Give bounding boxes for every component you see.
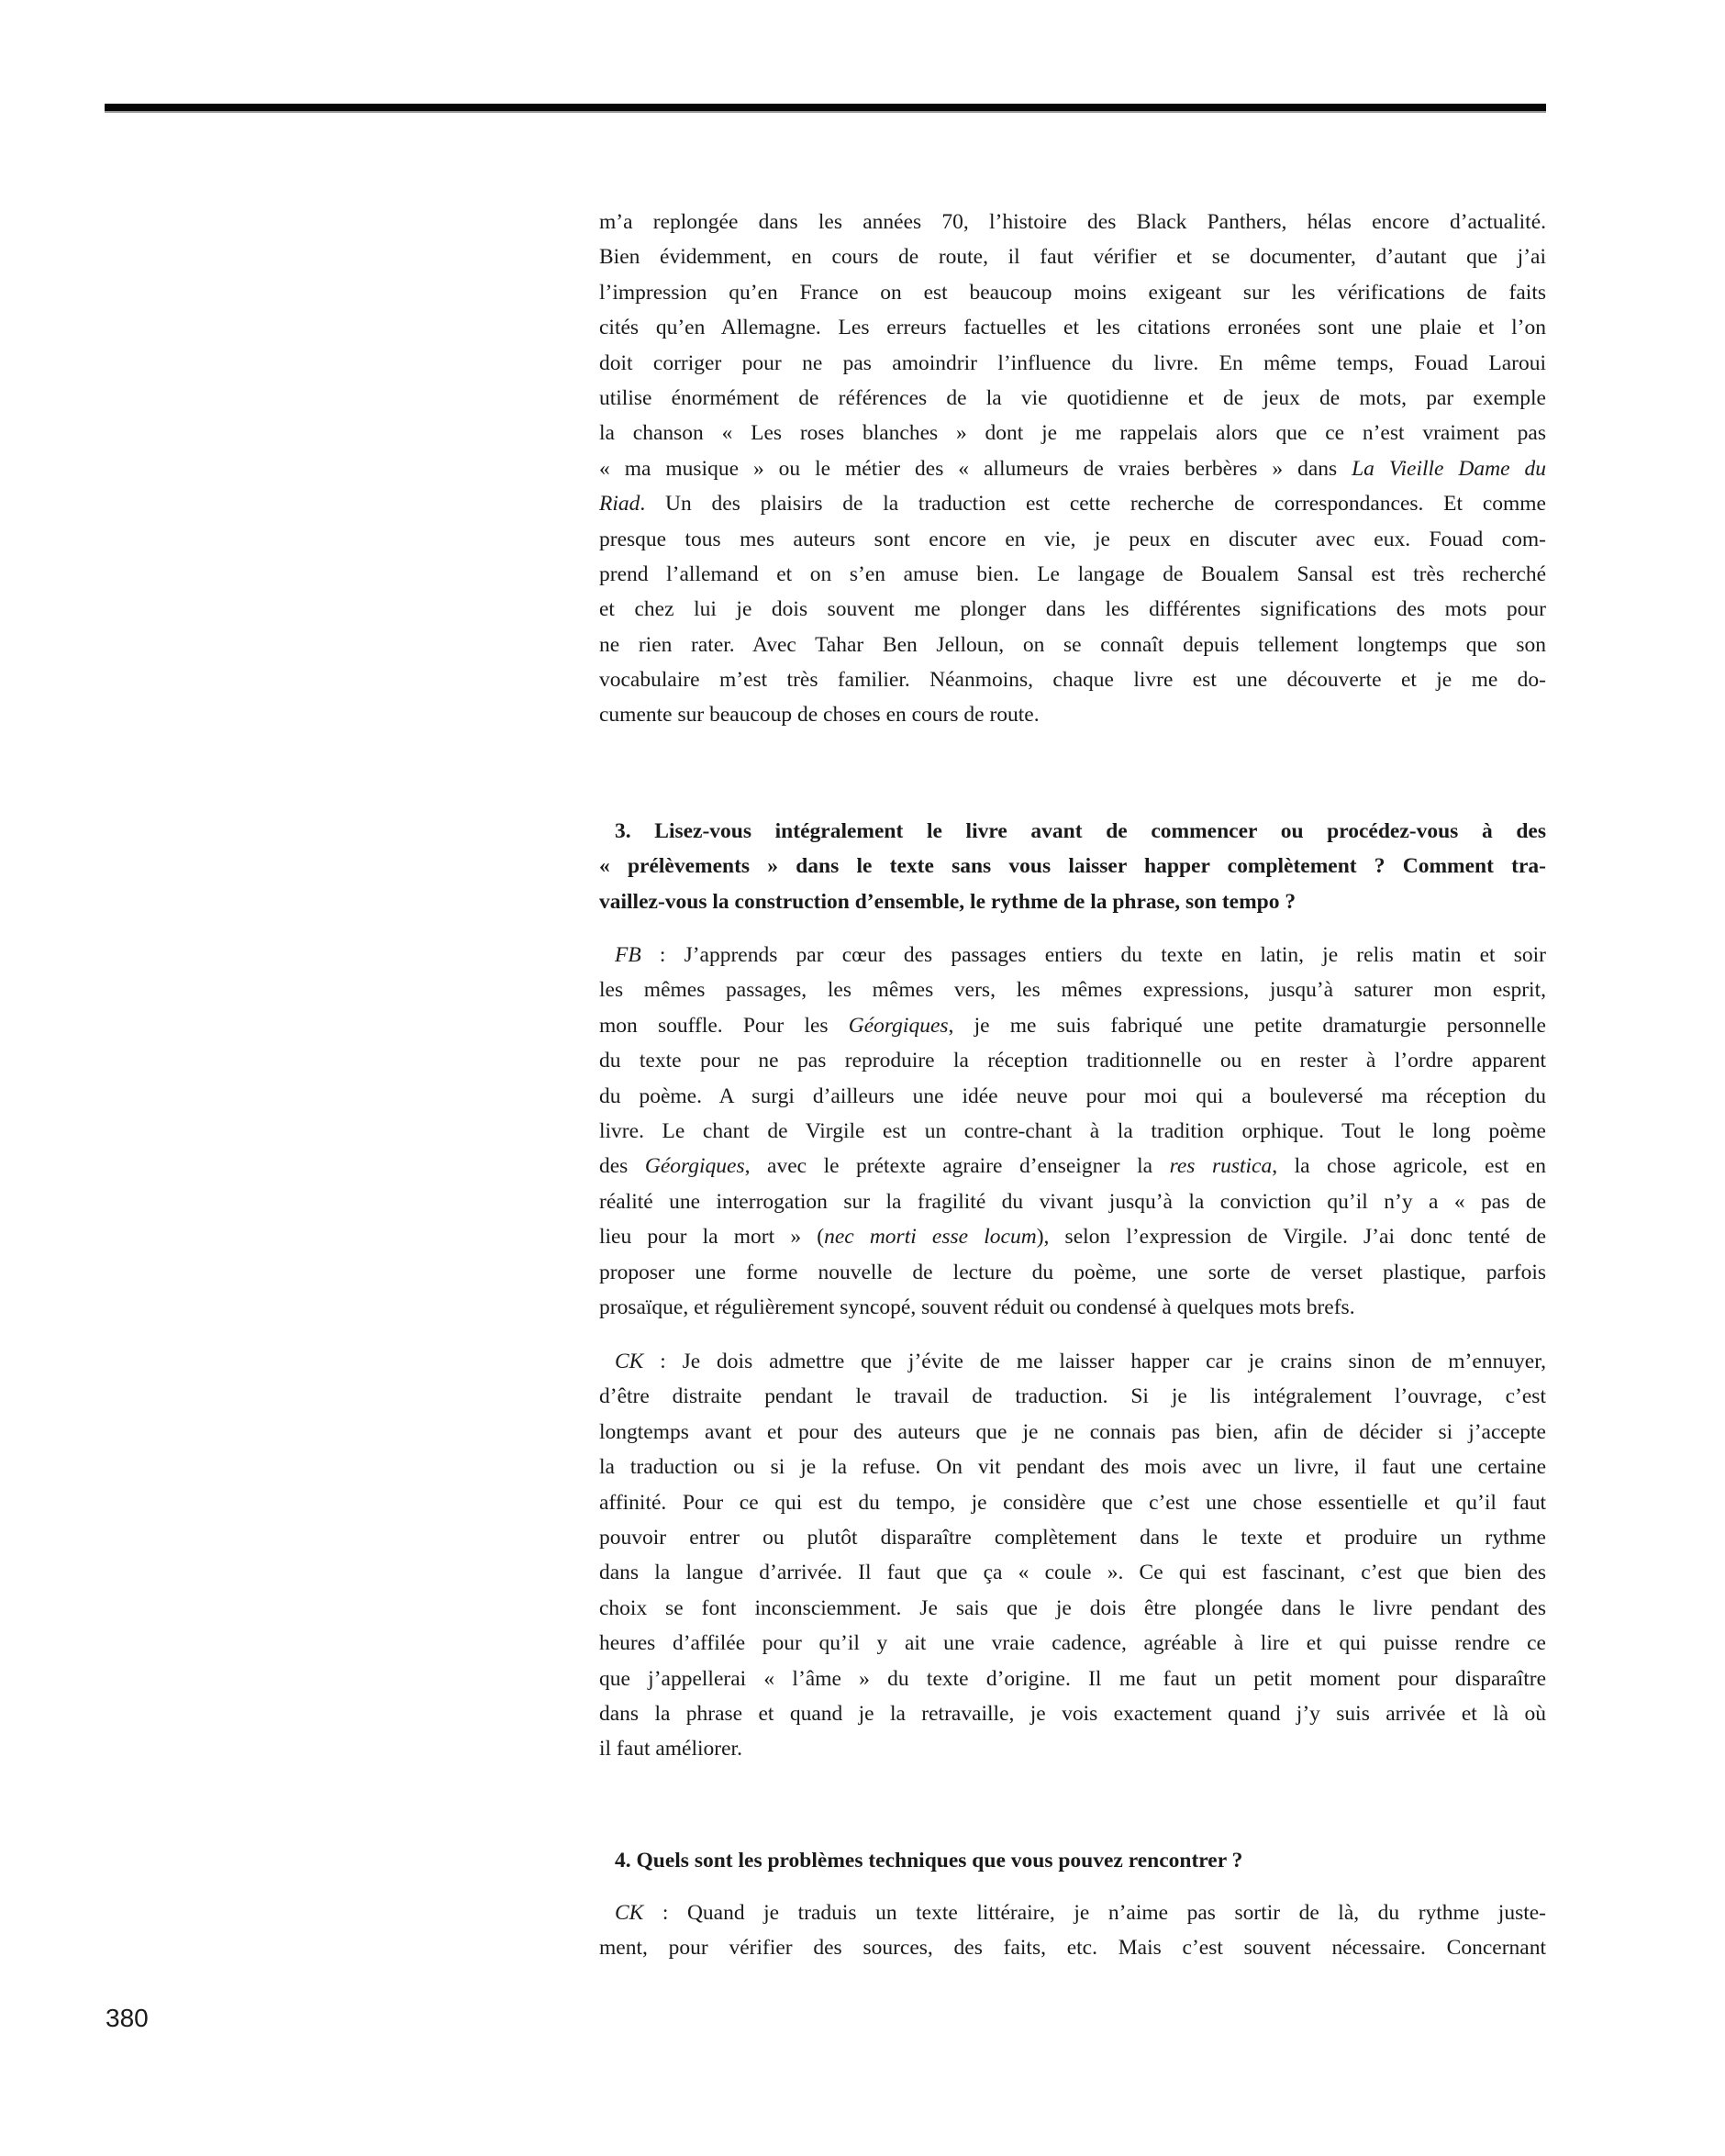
text-line: [599, 1379, 1546, 1414]
text-run: il faut améliorer.: [599, 1737, 742, 1761]
italic-text-run: CK: [615, 1901, 644, 1925]
text-line: [599, 1344, 1546, 1379]
italic-text-run: La Vieille Dame du: [1352, 456, 1547, 481]
question-3-heading: [599, 814, 1546, 919]
text-run: affinité. Pour ce qui est du tempo, je considère que c’est une chose essentielle et qu’il faut: [599, 1490, 1546, 1515]
text-run: dans la phrase et quand je la retravaille, je vois exactement quand j’y suis arrivée et là où: [599, 1701, 1546, 1726]
text-line: [599, 1450, 1546, 1484]
text-run: presque tous mes auteurs sont encore en vie, je peux en discuter avec eux. Fouad com-: [599, 527, 1546, 551]
text-run: « ma musique » ou le métier des « allumeurs de vraies berbères » dans: [599, 456, 1352, 481]
text-run: des: [599, 1154, 645, 1179]
text-run: : Je dois admettre que j’évite de me laisser happer car je crains sinon de m’ennuyer,: [643, 1350, 1546, 1373]
text-line: [599, 451, 1546, 486]
text-column: [599, 0, 1546, 2156]
text-run: heures d’affilée pour qu’il y ait une vraie cadence, agréable à lire et qui puisse rendre ce: [599, 1631, 1546, 1656]
text-run: , avec le prétexte agraire d’enseigner la: [744, 1154, 1170, 1179]
text-run: réalité une interrogation sur la fragilité du vivant jusqu’à la conviction qu’il n’y a « pas de: [599, 1189, 1546, 1214]
italic-text-run: res rustica: [1169, 1154, 1273, 1179]
text-run: « prélèvements » dans le texte sans vous laisser happer complètement ? Comment tra-: [599, 854, 1546, 879]
text-line: [599, 1895, 1546, 1930]
text-run: 4. Quels sont les problèmes techniques que vous pouvez rencontrer ?: [615, 1849, 1243, 1873]
text-line: [599, 1731, 1546, 1766]
text-run: 3. Lisez-vous intégralement le livre avant de commencer ou procédez-vous à des: [615, 819, 1546, 843]
text-run: choix se font inconsciemment. Je sais que je dois être plongée dans le livre pendant des: [599, 1595, 1546, 1620]
text-run: mon souffle. Pour les: [599, 1013, 849, 1038]
text-run: doit corriger pour ne pas amoindrir l’influence du livre. En même temps, Fouad Laroui: [599, 350, 1546, 375]
text-run: : J’apprends par cœur des passages entiers du texte en latin, je relis matin et soir: [640, 943, 1546, 967]
text-line: [599, 697, 1546, 732]
text-run: ment, pour vérifier des sources, des faits, etc. Mais c’est souvent nécessaire. Concernant: [599, 1936, 1546, 1961]
text-line: [599, 1219, 1546, 1254]
text-line: [599, 1930, 1546, 1965]
text-run: : Quand je traduis un texte littéraire, je n’aime pas sortir de là, du rythme juste-: [643, 1901, 1546, 1925]
text-line: [599, 1079, 1546, 1114]
text-run: vocabulaire m’est très familier. Néanmoins, chaque livre est une découverte et je me do-: [599, 668, 1546, 693]
text-run: m’a replongée dans les années 70, l’histoire des Black Panthers, hélas encore d’actualité.: [599, 210, 1546, 234]
answer-ck-paragraph: [599, 1344, 1546, 1767]
italic-text-run: Géorgiques: [848, 1013, 949, 1038]
text-line: [599, 1485, 1546, 1520]
text-run: d’être distraite pendant le travail de traduction. Si je lis intégralement l’ouvrage, c’est: [599, 1384, 1546, 1409]
text-run: prend l’allemand et on s’en amuse bien. Le langage de Boualem Sansal est très recherché: [599, 561, 1546, 586]
text-line: [599, 1290, 1546, 1325]
text-line: [599, 628, 1546, 662]
text-line: [599, 1626, 1546, 1661]
text-line: [599, 592, 1546, 627]
italic-text-run: nec morti esse locum: [824, 1225, 1037, 1250]
text-line: [599, 1008, 1546, 1043]
text-line: [599, 239, 1546, 274]
question-4-heading: [599, 1843, 1546, 1878]
text-run: vaillez-vous la construction d’ensemble, le rythme de la phrase, son tempo ?: [599, 889, 1297, 914]
continuation-paragraph: [599, 205, 1546, 733]
text-run: utilise énormément de références de la vie quotidienne et de jeux de mots, par exemple: [599, 385, 1546, 410]
italic-text-run: CK: [615, 1350, 644, 1373]
text-run: dans la langue d’arrivée. Il faut que ça « coule ». Ce qui est fascinant, c’est que bien des: [599, 1561, 1546, 1585]
text-line: [599, 1520, 1546, 1555]
text-line: [599, 1415, 1546, 1450]
text-run: longtemps avant et pour des auteurs que je ne connais pas bien, afin de décider si j’accepte: [599, 1419, 1546, 1444]
text-line: [599, 1843, 1546, 1878]
text-line: [599, 1696, 1546, 1731]
text-line: [599, 849, 1546, 884]
text-run: Bien évidemment, en cours de route, il faut vérifier et se documenter, d’autant que j’ai: [599, 245, 1546, 270]
text-line: [599, 275, 1546, 310]
text-line: [599, 1255, 1546, 1290]
text-run: cumente sur beaucoup de choses en cours de route.: [599, 703, 1040, 728]
text-line: [599, 346, 1546, 381]
text-line: [599, 972, 1546, 1007]
text-line: [599, 1555, 1546, 1590]
text-run: l’impression qu’en France on est beaucoup moins exigeant sur les vérifications de faits: [599, 280, 1546, 305]
text-line: [599, 522, 1546, 557]
text-run: ne rien rater. Avec Tahar Ben Jelloun, on se connaît depuis tellement longtemps que son: [599, 632, 1546, 657]
text-run: prosaïque, et régulièrement syncopé, souvent réduit ou condensé à quelques mots brefs.: [599, 1295, 1355, 1319]
italic-text-run: Géorgiques: [644, 1154, 745, 1179]
text-run: livre. Le chant de Virgile est un contre-chant à la tradition orphique. Tout le long poème: [599, 1118, 1546, 1143]
text-line: [599, 938, 1546, 972]
text-line: [599, 557, 1546, 592]
answer-fb-paragraph: [599, 938, 1546, 1325]
text-line: [599, 1043, 1546, 1078]
text-line: [599, 416, 1546, 450]
text-line: [599, 1661, 1546, 1696]
text-run: proposer une forme nouvelle de lecture du poème, une sorte de verset plastique, parfois: [599, 1260, 1546, 1284]
text-line: [599, 1149, 1546, 1184]
text-line: [599, 662, 1546, 697]
text-run: cités qu’en Allemagne. Les erreurs factuelles et les citations erronées sont une plaie et l’on: [599, 316, 1546, 340]
italic-text-run: FB: [615, 943, 641, 967]
text-line: [599, 1591, 1546, 1626]
text-run: lieu pour la mort » (: [599, 1225, 825, 1250]
text-line: [599, 486, 1546, 521]
text-run: les mêmes passages, les mêmes vers, les mêmes expressions, jusqu’à saturer mon esprit,: [599, 978, 1546, 1003]
text-line: [599, 381, 1546, 416]
text-line: [599, 1184, 1546, 1219]
answer-ck2-paragraph: [599, 1895, 1546, 1966]
text-run: . Un des plaisirs de la traduction est cette recherche de correspondances. Et comme: [640, 492, 1546, 517]
text-line: [599, 1114, 1546, 1149]
page-number: 380: [106, 2004, 149, 2032]
text-run: , je me suis fabriqué une petite dramaturgie personnelle: [948, 1013, 1546, 1038]
text-run: du poème. A surgi d’ailleurs une idée neuve pour moi qui a bouleversé ma réception du: [599, 1084, 1546, 1108]
text-run: du texte pour ne pas reproduire la réception traditionnelle ou en rester à l’ordre apparent: [599, 1049, 1546, 1073]
text-run: pouvoir entrer ou plutôt disparaître complètement dans le texte et produire un rythme: [599, 1525, 1546, 1550]
text-run: que j’appellerai « l’âme » du texte d’origine. Il me faut un petit moment pour disparaître: [599, 1666, 1546, 1691]
text-run: la traduction ou si je la refuse. On vit pendant des mois avec un livre, il faut une certaine: [599, 1455, 1546, 1480]
text-line: [599, 884, 1546, 919]
text-run: la chanson « Les roses blanches » dont je me rappelais alors que ce n’est vraiment pas: [599, 421, 1546, 446]
text-run: , la chose agricole, est en: [1272, 1154, 1546, 1179]
text-run: et chez lui je dois souvent me plonger dans les différentes significations des mots pour: [599, 597, 1546, 622]
text-line: [599, 205, 1546, 239]
text-run: ), selon l’expression de Virgile. J’ai donc tenté de: [1036, 1225, 1546, 1250]
text-line: [599, 814, 1546, 849]
text-line: [599, 310, 1546, 345]
italic-text-run: Riad: [599, 492, 640, 517]
